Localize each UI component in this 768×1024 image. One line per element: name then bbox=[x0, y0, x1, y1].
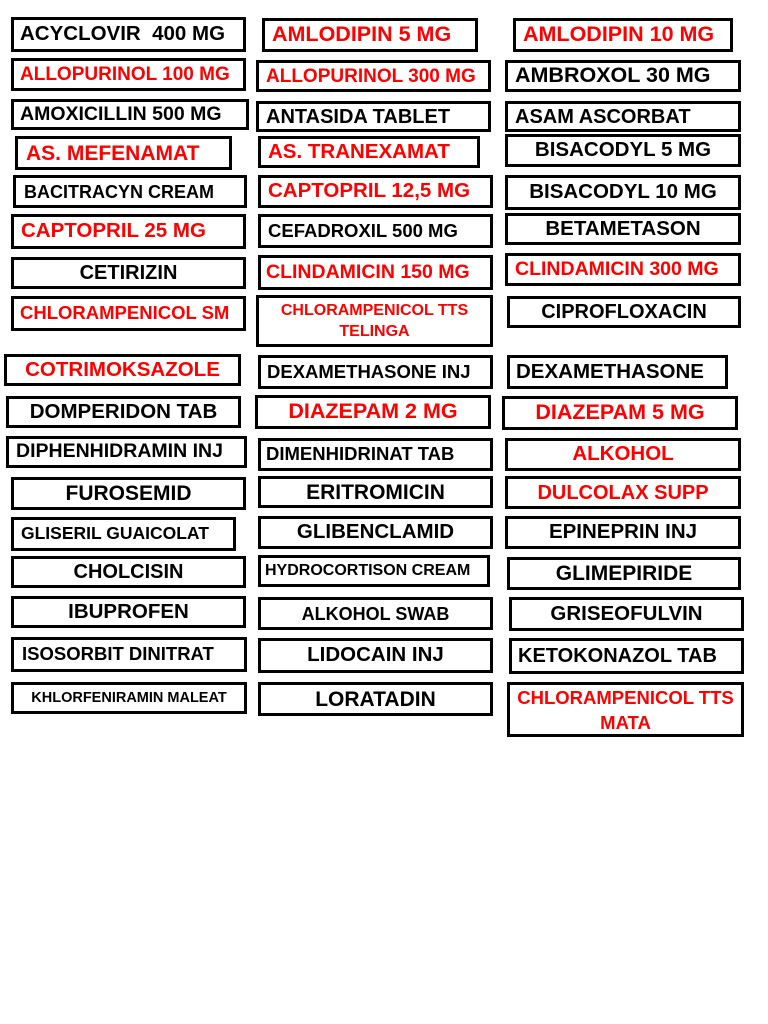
drug-label-text: ASAM ASCORBAT bbox=[515, 105, 691, 128]
drug-label-text: DIAZEPAM 2 MG bbox=[288, 399, 458, 424]
drug-label bbox=[258, 597, 493, 630]
drug-label-text: DOMPERIDON TAB bbox=[29, 399, 218, 423]
drug-label-text: AMBROXOL 30 MG bbox=[515, 63, 711, 88]
drug-label bbox=[505, 134, 741, 167]
drug-label-text: CHLORAMPENICOL SM bbox=[20, 302, 230, 324]
drug-label-text: AMLODIPIN 5 MG bbox=[272, 22, 452, 47]
drug-label bbox=[256, 60, 491, 92]
drug-label-text: LORATADIN bbox=[315, 687, 436, 711]
drug-label bbox=[509, 597, 744, 631]
drug-label bbox=[11, 99, 249, 130]
drug-label-text: ALLOPURINOL 100 MG bbox=[20, 64, 230, 85]
drug-label-text: AMLODIPIN 10 MG bbox=[523, 22, 715, 47]
drug-label-text: AS. TRANEXAMAT bbox=[268, 139, 450, 163]
drug-label bbox=[505, 101, 741, 132]
drug-label bbox=[11, 477, 246, 510]
drug-label bbox=[258, 255, 493, 290]
drug-label bbox=[11, 556, 246, 588]
drug-label bbox=[505, 253, 741, 286]
drug-label bbox=[11, 257, 246, 289]
drug-label-text: ISOSORBIT DINITRAT bbox=[22, 643, 214, 665]
drug-label-text: CIPROFLOXACIN bbox=[541, 301, 707, 323]
drug-label-text: CLINDAMICIN 300 MG bbox=[515, 257, 719, 280]
drug-label bbox=[502, 396, 738, 430]
drug-label bbox=[11, 17, 246, 52]
drug-label bbox=[11, 214, 246, 249]
drug-label bbox=[507, 682, 744, 737]
drug-label-text: KETOKONAZOL TAB bbox=[518, 645, 717, 667]
drug-label bbox=[262, 18, 478, 52]
drug-label-text: ALKOHOL bbox=[572, 442, 674, 466]
drug-label bbox=[258, 476, 493, 508]
drug-label-text: BISACODYL 5 MG bbox=[534, 138, 712, 162]
drug-label-text: FUROSEMID bbox=[65, 482, 192, 505]
drug-label-text: ALLOPURINOL 300 MG bbox=[266, 65, 476, 87]
drug-label bbox=[505, 516, 741, 549]
drug-label-text: CAPTOPRIL 25 MG bbox=[21, 219, 206, 243]
drug-label-text: CHLORAMPENICOL TTS MATA bbox=[517, 686, 734, 733]
drug-label-text: CHOLCISIN bbox=[73, 561, 184, 583]
drug-label-text: ERITROMICIN bbox=[306, 480, 445, 504]
drug-label-text: DIMENHIDRINAT TAB bbox=[266, 443, 455, 465]
drug-label-text: GLISERIL GUAICOLAT bbox=[21, 523, 209, 544]
drug-label-text: BACITRACYN CREAM bbox=[24, 181, 214, 202]
drug-label-text: ALKOHOL SWAB bbox=[301, 603, 450, 624]
drug-label bbox=[258, 638, 493, 673]
drug-label bbox=[6, 436, 247, 468]
drug-label-text: IBUPROFEN bbox=[68, 599, 189, 623]
drug-label-text: CETIRIZIN bbox=[79, 262, 178, 284]
drug-label bbox=[11, 58, 246, 91]
drug-label-text: BETAMETASON bbox=[545, 216, 701, 240]
drug-label-text: BISACODYL 10 MG bbox=[529, 180, 717, 204]
drug-label bbox=[11, 517, 236, 551]
drug-label-text: DULCOLAX SUPP bbox=[537, 481, 709, 504]
drug-label-text: GLIBENCLAMID bbox=[296, 520, 455, 544]
drug-label-text: LIDOCAIN INJ bbox=[307, 643, 444, 667]
drug-label bbox=[6, 396, 241, 428]
drug-label-text: AS. MEFENAMAT bbox=[26, 141, 200, 165]
drug-label bbox=[505, 476, 741, 509]
drug-label-text: KHLORFENIRAMIN MALEAT bbox=[31, 689, 227, 706]
drug-label bbox=[507, 355, 728, 389]
drug-label-text: CLINDAMICIN 150 MG bbox=[266, 260, 470, 283]
drug-label bbox=[11, 682, 247, 714]
drug-label bbox=[4, 354, 241, 386]
drug-label bbox=[258, 175, 493, 208]
drug-label bbox=[513, 18, 733, 52]
drug-label bbox=[256, 101, 491, 132]
drug-label bbox=[255, 395, 491, 429]
drug-label-text: DEXAMETHASONE INJ bbox=[267, 360, 471, 382]
drug-label-text: ACYCLOVIR 400 MG bbox=[20, 22, 226, 46]
drug-label bbox=[258, 438, 493, 471]
drug-label-text: EPINEPRIN INJ bbox=[548, 520, 698, 544]
drug-label bbox=[505, 60, 741, 92]
drug-label-text: DEXAMETHASONE bbox=[516, 359, 704, 383]
drug-label-text: CAPTOPRIL 12,5 MG bbox=[268, 179, 471, 203]
drug-label bbox=[258, 136, 480, 168]
drug-label-text: GRISEOFULVIN bbox=[550, 601, 703, 625]
drug-label bbox=[258, 682, 493, 716]
drug-label bbox=[258, 555, 490, 587]
drug-label bbox=[13, 175, 247, 208]
drug-label bbox=[11, 596, 246, 628]
drug-label bbox=[507, 296, 741, 328]
drug-label-text: HYDROCORTISON CREAM bbox=[265, 562, 471, 579]
drug-label-text: DIPHENHIDRAMIN INJ bbox=[16, 440, 223, 463]
drug-label bbox=[256, 295, 493, 347]
drug-label bbox=[11, 296, 246, 331]
drug-label-text: ANTASIDA TABLET bbox=[266, 105, 451, 128]
drug-label bbox=[505, 213, 741, 245]
drug-label bbox=[507, 557, 741, 590]
drug-label bbox=[509, 638, 744, 674]
drug-label-text: CEFADROXIL 500 MG bbox=[268, 219, 458, 241]
drug-label bbox=[505, 175, 741, 210]
drug-label bbox=[11, 637, 247, 672]
drug-label bbox=[15, 136, 232, 170]
drug-label-text: GLIMEPIRIDE bbox=[555, 562, 693, 585]
drug-label-text: COTRIMOKSAZOLE bbox=[25, 357, 220, 381]
drug-label-text: DIAZEPAM 5 MG bbox=[535, 400, 705, 425]
drug-label bbox=[258, 214, 493, 248]
drug-label bbox=[258, 355, 493, 389]
drug-label-text: CHLORAMPENICOL TTS TELINGA bbox=[280, 302, 469, 340]
drug-label bbox=[505, 438, 741, 471]
drug-label-text: AMOXICILLIN 500 MG bbox=[20, 102, 222, 125]
drug-label bbox=[258, 516, 493, 549]
